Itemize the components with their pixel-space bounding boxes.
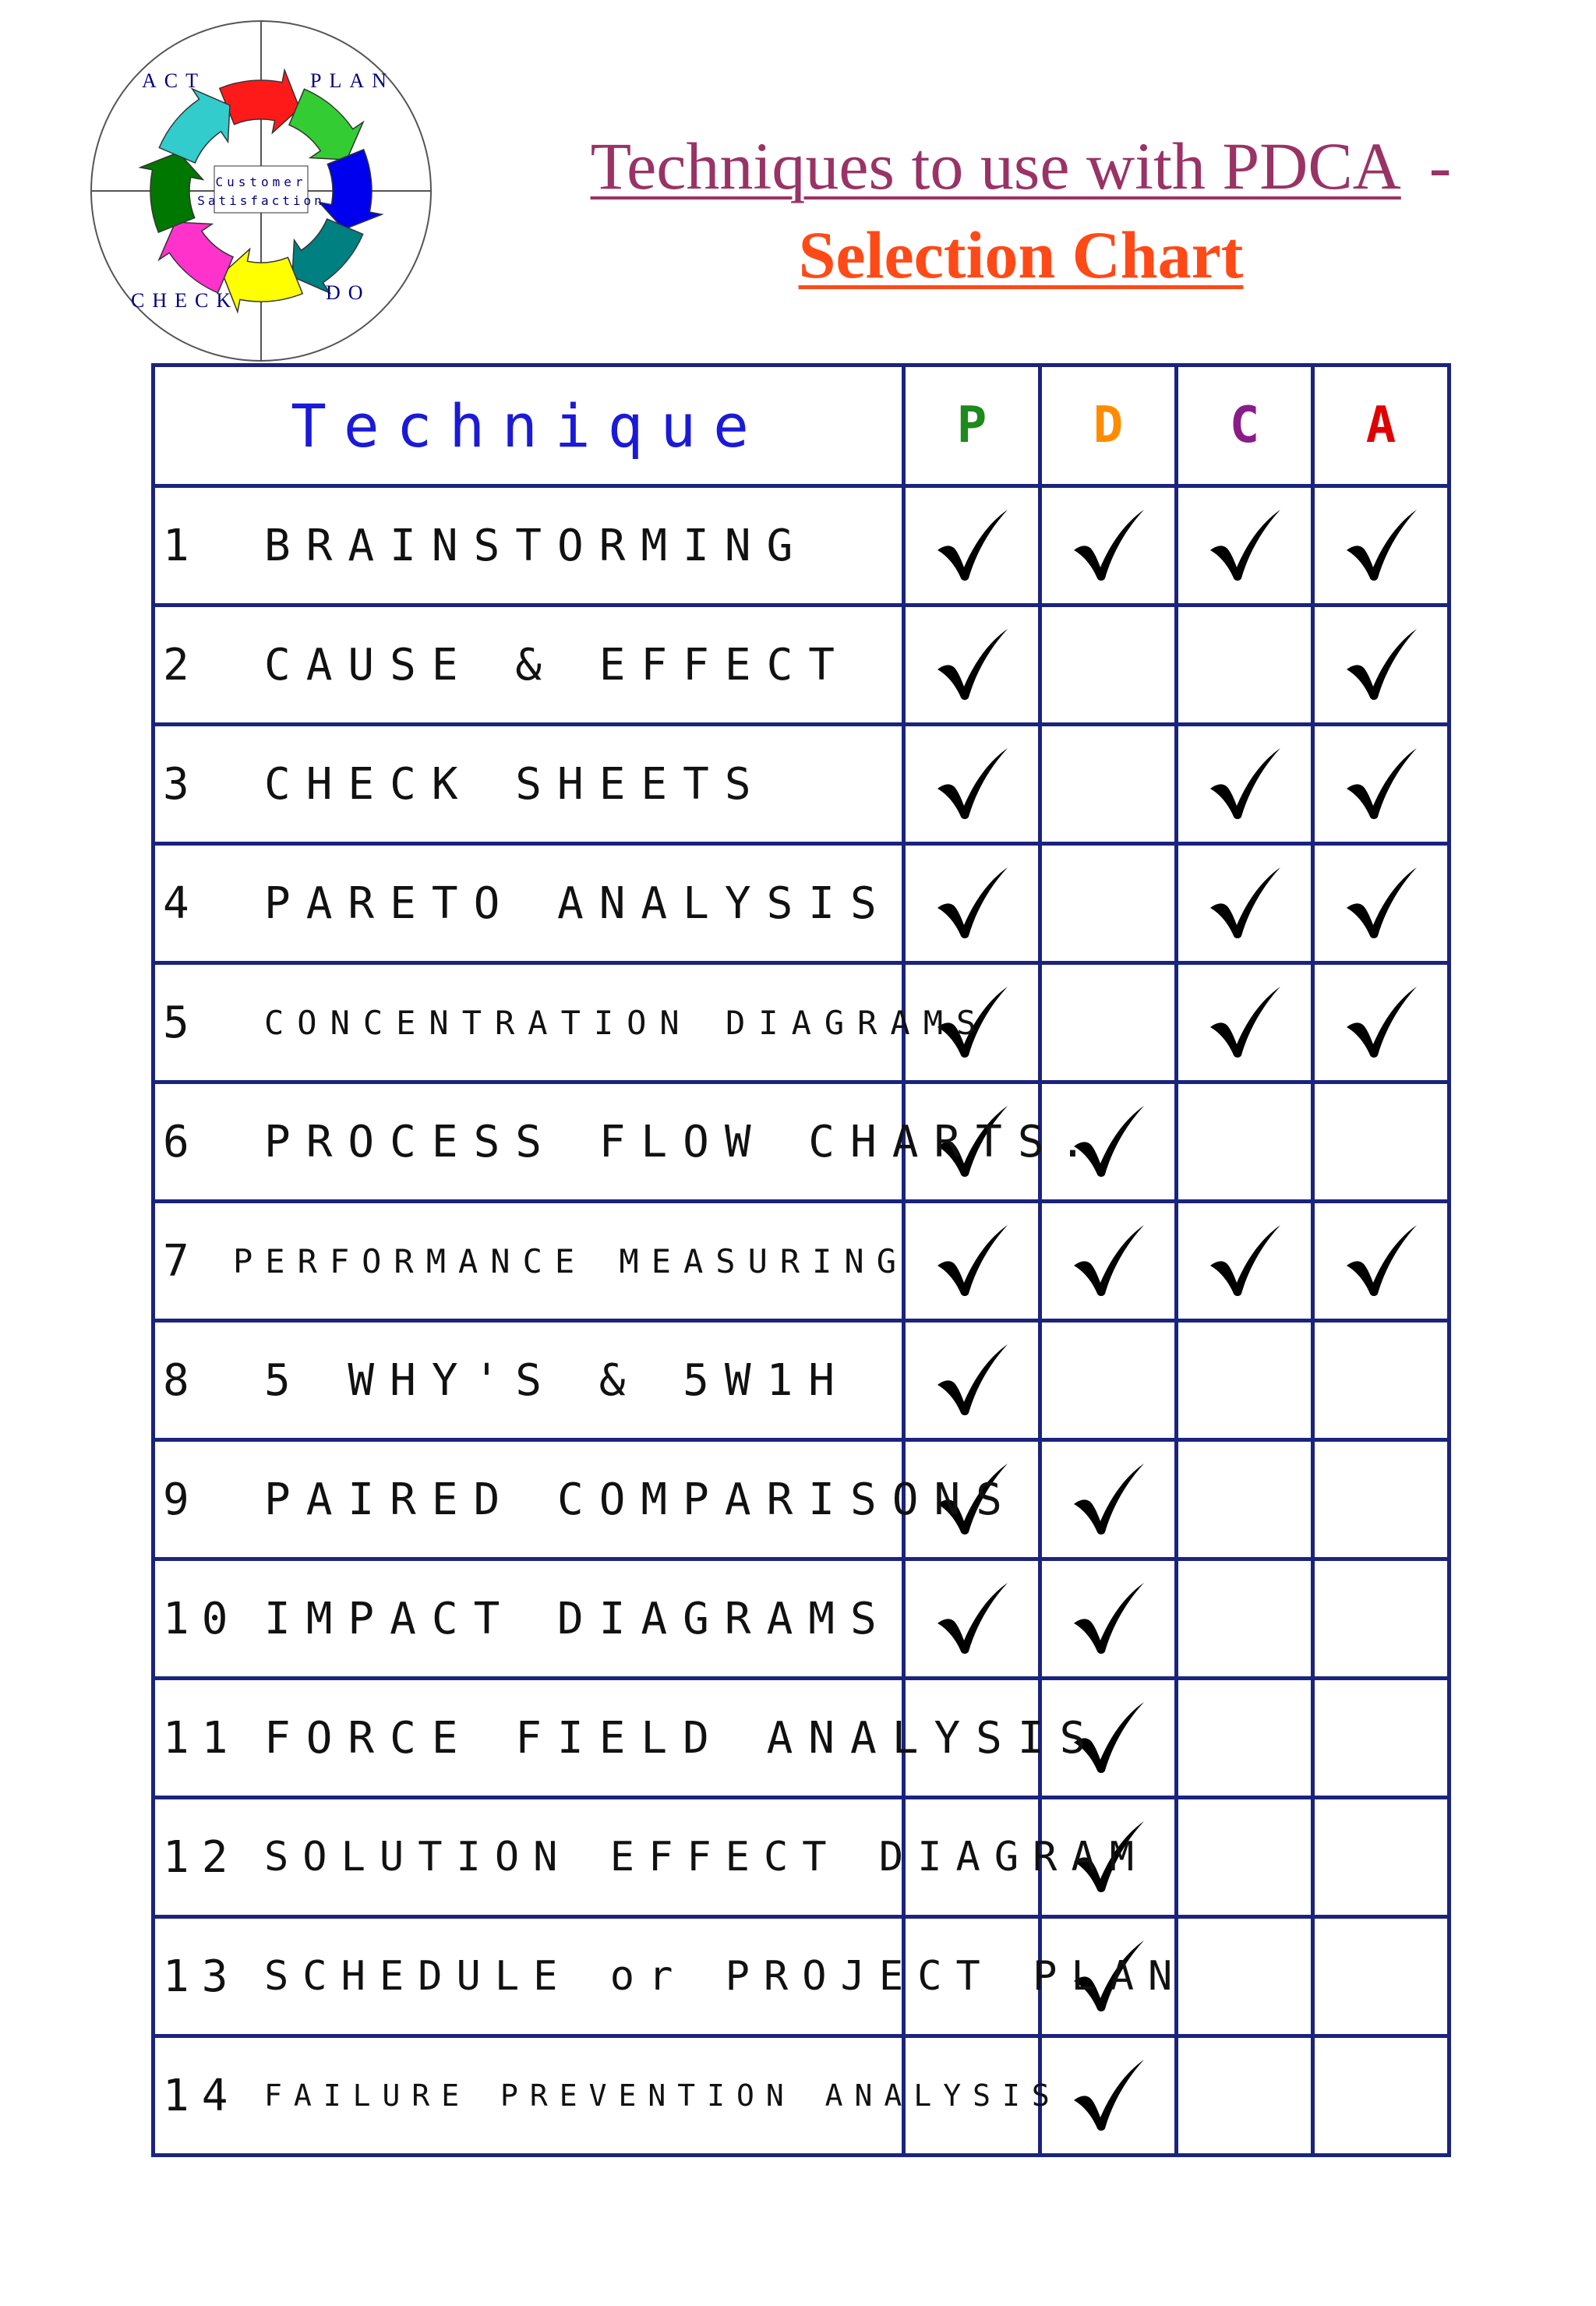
technique-number: 8 [163, 1354, 202, 1406]
mark-cell-a [1313, 1321, 1449, 1440]
mark-cell-c [1177, 1202, 1313, 1321]
technique-name: FORCE FIELD ANALYSIS [264, 1712, 1102, 1764]
mark-cell-d [1040, 1202, 1177, 1321]
mark-cell-p [904, 844, 1040, 963]
mark-cell-c [1177, 725, 1313, 844]
technique-cell [154, 1559, 904, 1679]
mark-cell-p [904, 1202, 1040, 1321]
table-row [154, 1679, 1449, 1798]
table-header-row [154, 365, 1449, 486]
mark-cell-a [1313, 1917, 1449, 2036]
table-row [154, 486, 1449, 606]
mark-cell-a [1313, 844, 1449, 963]
header-act: A [1313, 365, 1449, 486]
technique-cell [154, 725, 904, 844]
logo-label-act: ACT [142, 69, 206, 92]
technique-name: PAIRED COMPARISONS [264, 1474, 1018, 1525]
mark-cell-c [1177, 486, 1313, 606]
cycle-arrow-segment [159, 89, 230, 163]
mark-cell-c [1177, 1559, 1313, 1679]
mark-cell-d [1040, 1321, 1177, 1440]
mark-cell-a [1313, 486, 1449, 606]
header-do: D [1040, 365, 1177, 486]
cycle-arrow-segment [159, 222, 233, 293]
mark-cell-a [1313, 1202, 1449, 1321]
mark-cell-a [1313, 1082, 1449, 1202]
title-line1 [468, 123, 1574, 209]
technique-cell [154, 2036, 1061, 2156]
table-row [154, 1202, 1449, 1321]
table-row [154, 1440, 1449, 1559]
technique-name: CHECK SHEETS [264, 758, 767, 810]
table-row [154, 606, 1449, 725]
mark-cell-d [1040, 606, 1177, 725]
technique-name: PROCESS FLOW CHARTS. [264, 1116, 1102, 1167]
selection-chart-table [151, 363, 1451, 2157]
technique-cell [154, 1321, 904, 1440]
mark-cell-c [1177, 2036, 1313, 2156]
mark-cell-p [904, 1321, 1040, 1440]
mark-cell-a [1313, 1559, 1449, 1679]
technique-number: 13 [163, 1951, 241, 2002]
mark-cell-a [1313, 963, 1449, 1082]
technique-cell [154, 1679, 1102, 1798]
mark-cell-c [1177, 963, 1313, 1082]
technique-number: 3 [163, 758, 202, 810]
mark-cell-a [1313, 606, 1449, 725]
pdca-cycle-logo [87, 17, 435, 365]
mark-cell-d [1040, 1559, 1177, 1679]
mark-cell-c [1177, 844, 1313, 963]
mark-cell-p [904, 725, 1040, 844]
title-block [468, 123, 1574, 298]
technique-cell [154, 844, 904, 963]
table-row [154, 1917, 1449, 2036]
checkmark-icon [1069, 1220, 1147, 1298]
header-check: C [1177, 365, 1313, 486]
mark-cell-d [1040, 844, 1177, 963]
mark-cell-a [1313, 2036, 1449, 2156]
technique-cell [154, 1440, 1018, 1559]
table-row [154, 1321, 1449, 1440]
checkmark-icon [933, 743, 1011, 821]
table-row [154, 1082, 1449, 1202]
checkmark-icon [1069, 2055, 1147, 2133]
mark-cell-p [904, 486, 1040, 606]
checkmark-icon [933, 505, 1011, 583]
technique-number: 12 [163, 1831, 241, 1883]
mark-cell-c [1177, 606, 1313, 725]
checkmark-icon [1342, 1220, 1420, 1298]
technique-name: 5 WHY'S & 5W1H [264, 1354, 851, 1406]
table-row [154, 2036, 1449, 2156]
mark-cell-c [1177, 1321, 1313, 1440]
mark-cell-d [1040, 725, 1177, 844]
mark-cell-a [1313, 1679, 1449, 1798]
checkmark-icon [1206, 863, 1284, 941]
mark-cell-a [1313, 1440, 1449, 1559]
technique-number: 2 [163, 639, 202, 690]
technique-number: 6 [163, 1116, 202, 1167]
technique-name: FAILURE PREVENTION ANALYSIS [264, 2078, 1061, 2113]
technique-name: SCHEDULE or PROJECT PLAN [264, 1953, 1187, 2000]
logo-label-check: CHECK [131, 289, 239, 312]
title-subtitle: Selection Chart [798, 217, 1244, 292]
technique-cell [154, 486, 904, 606]
logo-center-line1: Customer [215, 175, 307, 189]
table-row [154, 725, 1449, 844]
table-row [154, 963, 1449, 1082]
technique-name: SOLUTION EFFECT DIAGRAM [264, 1834, 1149, 1880]
checkmark-icon [1342, 743, 1420, 821]
table-body [154, 486, 1449, 2156]
technique-cell [154, 1082, 1102, 1202]
mark-cell-d [1040, 963, 1177, 1082]
logo-label-plan: PLAN [310, 69, 394, 92]
checkmark-icon [1342, 982, 1420, 1060]
mark-cell-a [1313, 1798, 1449, 1917]
title-main: Techniques to use with PDCA [590, 129, 1401, 203]
mark-cell-c [1177, 1679, 1313, 1798]
checkmark-icon [933, 1220, 1011, 1298]
table-row [154, 1559, 1449, 1679]
checkmark-icon [1206, 743, 1284, 821]
technique-number: 7 [163, 1235, 202, 1287]
technique-cell [154, 606, 904, 725]
technique-name: CONCENTRATION DIAGRAMS [264, 1003, 990, 1042]
header-plan: P [904, 365, 1040, 486]
technique-name: PARETO ANALYSIS [264, 878, 892, 929]
technique-number: 9 [163, 1474, 202, 1525]
table-row [154, 1798, 1449, 1917]
mark-cell-c [1177, 1082, 1313, 1202]
checkmark-icon [933, 863, 1011, 941]
cycle-arrow-segment [140, 153, 203, 233]
mark-cell-p [904, 1559, 1040, 1679]
checkmark-icon [1342, 863, 1420, 941]
mark-cell-p [904, 606, 1040, 725]
checkmark-icon [1206, 505, 1284, 583]
mark-cell-d [1040, 486, 1177, 606]
checkmark-icon [1069, 505, 1147, 583]
cycle-arrow-segment [320, 150, 382, 230]
technique-name: IMPACT DIAGRAMS [264, 1593, 892, 1644]
technique-cell [154, 1202, 909, 1321]
checkmark-icon [1069, 1459, 1147, 1537]
checkmark-icon [1342, 624, 1420, 702]
technique-number: 5 [163, 997, 202, 1048]
mark-cell-d [1040, 1440, 1177, 1559]
checkmark-icon [1206, 982, 1284, 1060]
checkmark-icon [933, 1578, 1011, 1656]
mark-cell-c [1177, 1798, 1313, 1917]
technique-number: 10 [163, 1593, 241, 1644]
technique-number: 14 [163, 2070, 241, 2121]
logo-center-line2: Satisfaction [197, 193, 325, 208]
technique-cell [154, 1917, 1187, 2036]
cycle-arrow-segment [220, 70, 300, 132]
mark-cell-a [1313, 725, 1449, 844]
header-technique: Technique [154, 365, 904, 486]
checkmark-icon [1342, 505, 1420, 583]
cycle-arrow-segment [289, 89, 363, 160]
technique-cell [154, 963, 990, 1082]
technique-number: 1 [163, 520, 202, 571]
mark-cell-c [1177, 1917, 1313, 2036]
checkmark-icon [1206, 1220, 1284, 1298]
table-row [154, 844, 1449, 963]
technique-name: PERFORMANCE MEASURING [233, 1241, 909, 1280]
checkmark-icon [933, 1340, 1011, 1418]
mark-cell-c [1177, 1440, 1313, 1559]
checkmark-icon [1069, 1578, 1147, 1656]
technique-cell [154, 1798, 1149, 1917]
technique-number: 11 [163, 1712, 241, 1764]
checkmark-icon [933, 624, 1011, 702]
technique-name: BRAINSTORMING [264, 520, 809, 571]
title-dash: - [1428, 129, 1452, 203]
technique-name: CAUSE & EFFECT [264, 639, 851, 690]
technique-number: 4 [163, 878, 202, 929]
logo-label-do: DO [326, 281, 371, 304]
